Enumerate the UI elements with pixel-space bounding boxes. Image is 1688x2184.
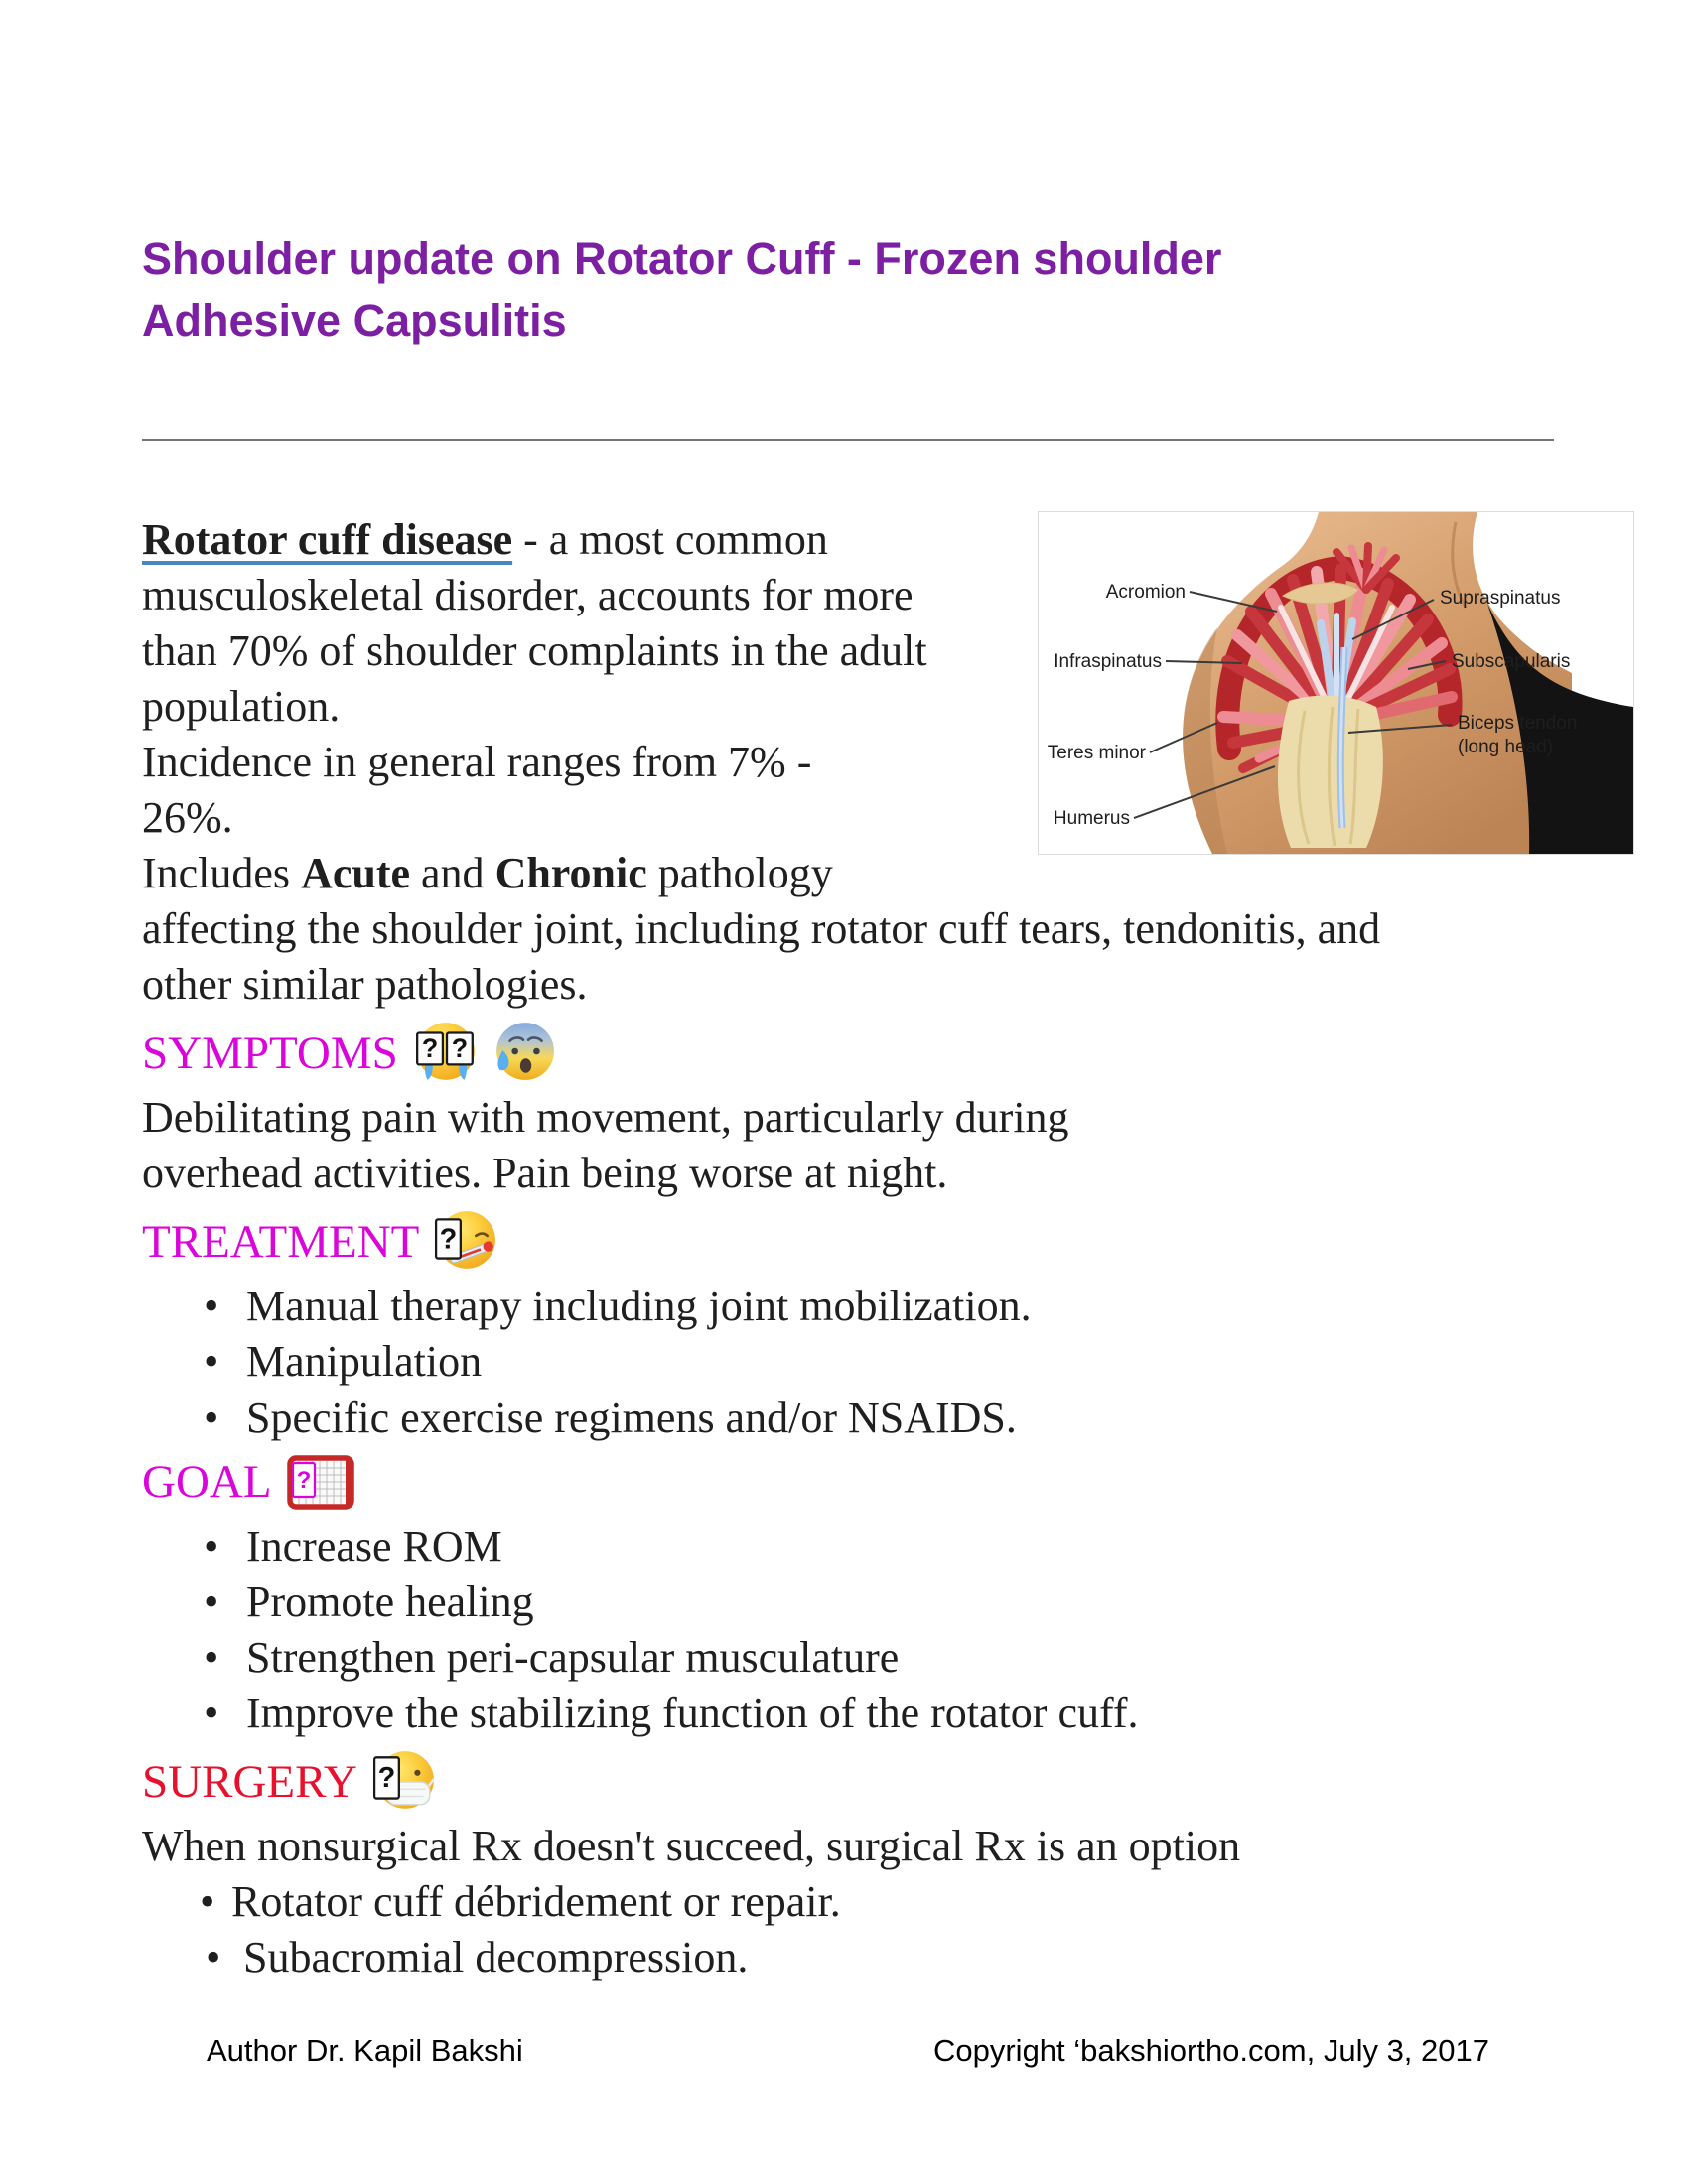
figure-label-humerus: Humerus bbox=[1053, 808, 1130, 829]
figure-label-supraspinatus: Supraspinatus bbox=[1440, 588, 1561, 609]
page-footer bbox=[0, 2033, 1688, 2069]
svg-text:?: ? bbox=[377, 1762, 396, 1795]
svg-text:?: ? bbox=[421, 1033, 438, 1064]
surgery-heading bbox=[142, 1749, 1594, 1811]
rotator-cuff-disease-link[interactable]: Rotator cuff disease bbox=[142, 515, 513, 564]
figure-label-infraspinatus: Infraspinatus bbox=[1054, 651, 1162, 672]
surgery-bullet-1: • Rotator cuff débridement or repair. bbox=[142, 1874, 1594, 1930]
intro-paragraph-text: - a most common musculoskeletal disorder, accounts for more than 70% of shoulder complaints in the adult population. bbox=[142, 515, 927, 731]
author-credit: Author Dr. Kapil Bakshi bbox=[207, 2033, 523, 2068]
list-item: • Manipulation bbox=[142, 1334, 1594, 1390]
list-item: • Specific exercise regimens and/or NSAIDS. bbox=[142, 1390, 1594, 1445]
list-item: • Promote healing bbox=[142, 1574, 1594, 1630]
anxious-face-sweat-emoji bbox=[493, 1021, 555, 1082]
divider bbox=[142, 439, 1554, 441]
surgery-paragraph: When nonsurgical Rx doesn't succeed, surgical Rx is an option bbox=[142, 1822, 1241, 1870]
page-title bbox=[142, 228, 1594, 351]
page-title-line1: Shoulder update on Rotator Cuff - Frozen shoulder bbox=[142, 233, 1222, 284]
includes-paragraph bbox=[142, 846, 1453, 1013]
incidence-line2: 26%. bbox=[142, 793, 233, 842]
shoulder-anatomy-figure bbox=[1039, 512, 1633, 854]
figure-label-teres-minor: Teres minor bbox=[1047, 743, 1146, 763]
list-item: • Manual therapy including joint mobilization. bbox=[142, 1279, 1594, 1334]
surgery-heading-text: SURGERY bbox=[142, 1756, 357, 1808]
symptoms-heading bbox=[142, 1021, 1594, 1082]
includes-post: pathology affecting the shoulder joint, including rotator cuff tears, tendonitis, and other similar pathologies. bbox=[142, 849, 1381, 1009]
surgery-bullet-2: • Subacromial decompression. bbox=[142, 1930, 1594, 1985]
figure-label-biceps-tendon-2: (long head) bbox=[1458, 737, 1554, 757]
figure-label-biceps-tendon: Biceps tendon bbox=[1458, 713, 1578, 734]
includes-pre: Includes bbox=[142, 849, 302, 897]
treatment-heading-text: TREATMENT bbox=[142, 1216, 420, 1268]
intro-section bbox=[142, 512, 1633, 1013]
list-item: • Improve the stabilizing function of the rotator cuff. bbox=[142, 1686, 1594, 1741]
goal-heading-text: GOAL bbox=[142, 1456, 272, 1508]
treatment-list bbox=[142, 1279, 1594, 1445]
symptoms-heading-text: SYMPTOMS bbox=[142, 1027, 398, 1079]
figure-label-acromion: Acromion bbox=[1105, 582, 1186, 603]
shoulder-anatomy-illustration bbox=[1039, 512, 1633, 854]
svg-text:?: ? bbox=[296, 1467, 311, 1494]
face-with-thermometer-emoji bbox=[433, 1209, 498, 1271]
page-title-line2: Adhesive Capsulitis bbox=[142, 295, 567, 345]
goal-net-emoji bbox=[286, 1453, 355, 1511]
goal-heading bbox=[142, 1453, 1594, 1511]
svg-text:?: ? bbox=[451, 1033, 468, 1064]
svg-text:?: ? bbox=[440, 1223, 458, 1256]
goal-list bbox=[142, 1519, 1594, 1741]
list-item: • Strengthen peri-capsular musculature bbox=[142, 1630, 1594, 1686]
incidence-line1: Incidence in general ranges from 7% - bbox=[142, 738, 812, 786]
face-with-medical-mask-emoji bbox=[371, 1749, 437, 1811]
copyright-notice: Copyright ‘bakshiortho.com, July 3, 2017 bbox=[932, 2033, 1489, 2068]
and-word: and bbox=[410, 849, 495, 897]
figure-label-subscapularis: Subscapularis bbox=[1452, 651, 1571, 672]
list-item: • Increase ROM bbox=[142, 1519, 1594, 1574]
symptoms-paragraph: Debilitating pain with movement, particularly during overhead activities. Pain being worse at night. bbox=[142, 1093, 1069, 1197]
treatment-heading bbox=[142, 1209, 1594, 1271]
acute-bold: Acute bbox=[301, 849, 411, 897]
crying-face-emoji bbox=[412, 1021, 480, 1082]
chronic-bold: Chronic bbox=[494, 849, 647, 897]
